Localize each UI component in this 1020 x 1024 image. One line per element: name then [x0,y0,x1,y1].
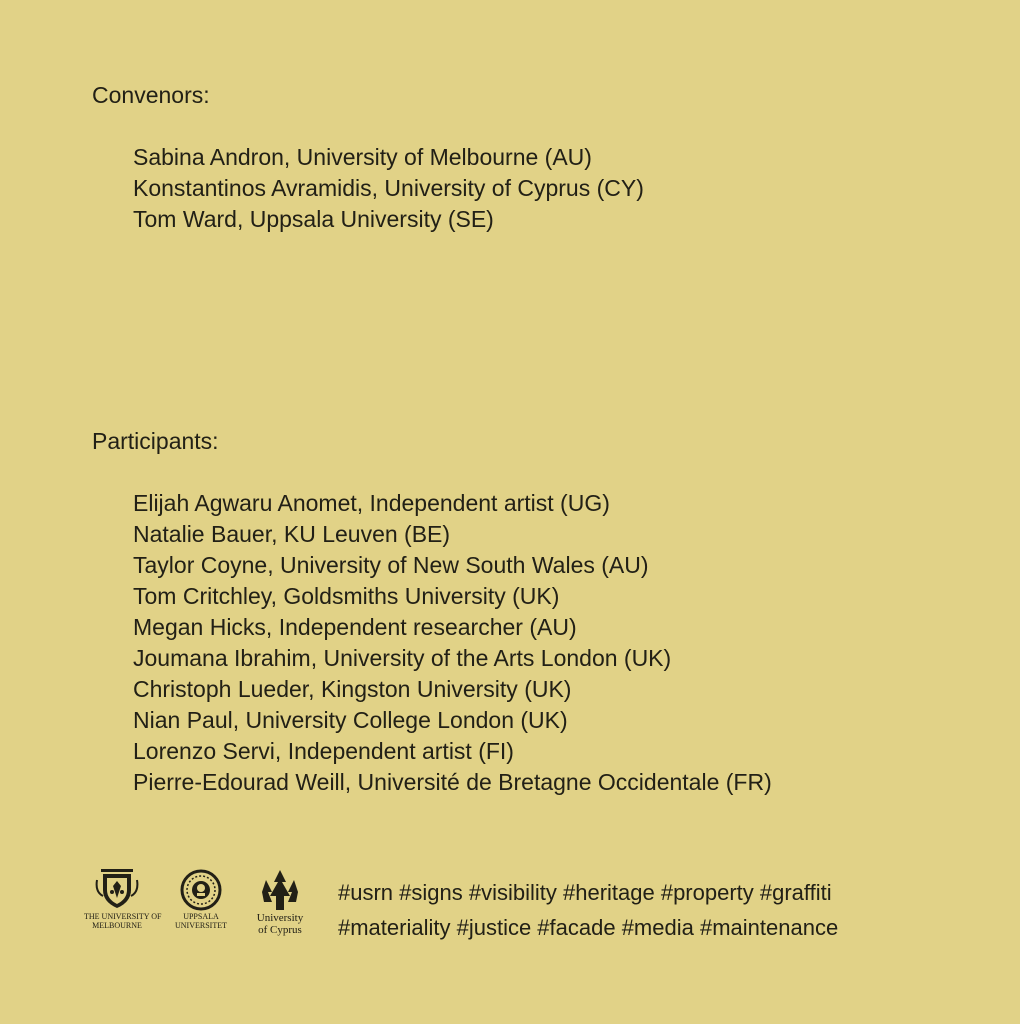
participant-item: Nian Paul, University College London (UK) [133,707,568,733]
cyprus-tree-icon [260,868,300,912]
convenors-list [133,142,644,235]
participant-item: Megan Hicks, Independent researcher (AU) [133,614,577,640]
participants-heading: Participants: [92,428,219,454]
melbourne-logo-line2: MELBOURNE [92,921,142,930]
melbourne-logo-line1: THE UNIVERSITY OF [84,912,162,921]
cyprus-logo-line1: University [256,912,304,924]
participant-item: Tom Critchley, Goldsmiths University (UK) [133,583,560,609]
uppsala-logo [171,868,231,930]
melbourne-logo [84,868,162,930]
participant-item: Taylor Coyne, University of New South Wales (AU) [133,552,649,578]
participant-item: Pierre-Edourad Weill, Université de Bretagne Occidentale (FR) [133,769,772,795]
convenor-item: Tom Ward, Uppsala University (SE) [133,206,494,232]
melbourne-crest-icon [93,868,141,912]
participant-item: Joumana Ibrahim, University of the Arts London (UK) [133,645,672,671]
convenor-item: Sabina Andron, University of Melbourne (AU) [133,144,592,170]
convenor-item: Konstantinos Avramidis, University of Cyprus (CY) [133,175,644,201]
hashtags-line-2: #materiality #justice #facade #media #maintenance [338,915,839,940]
hashtags [338,875,838,945]
hashtags-line-1: #usrn #signs #visibility #heritage #property #graffiti [338,880,832,905]
participant-item: Natalie Bauer, KU Leuven (BE) [133,521,451,547]
participant-item: Elijah Agwaru Anomet, Independent artist (UG) [133,490,610,516]
convenors-heading: Convenors: [92,82,210,108]
participant-item: Lorenzo Servi, Independent artist (FI) [133,738,514,764]
uppsala-logo-line2: UNIVERSITET [175,921,227,930]
participant-item: Christoph Lueder, Kingston University (UK) [133,676,572,702]
uppsala-seal-icon [179,868,223,912]
cyprus-logo [250,868,310,936]
university-logos [84,868,314,940]
cyprus-logo-line2: of Cyprus [258,924,302,936]
uppsala-logo-line1: UPPSALA [183,912,219,921]
participants-list [133,488,772,798]
